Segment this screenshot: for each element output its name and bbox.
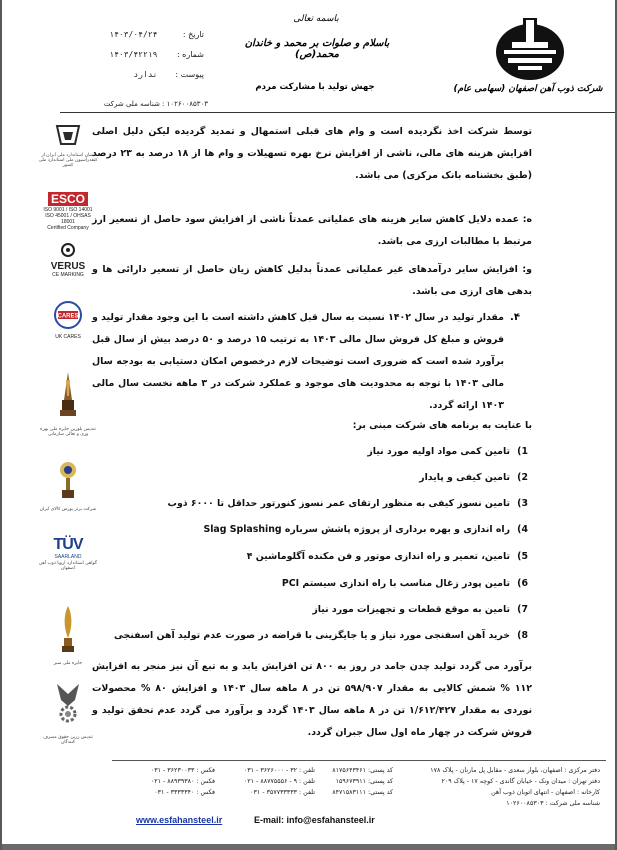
cares-label: CARES [57, 313, 79, 320]
iran-standard-logo: نشان استاندارد ملی ایران از کنفدراسیون ملی استاندارد ملی کشور [38, 122, 98, 168]
program-item: 7)تامین به موقع قطعات و تجهیزات مورد نیاز [312, 604, 528, 615]
tuv-saarland-logo: TÜV SAARLAND گواهی استاندارد اروپا ذوب آهن اصفهان [38, 536, 98, 571]
cares-logo: CARES UK CARES [38, 300, 98, 340]
conclusion-paragraph: برآورد می گردد تولید چدن جامد در روز به ۸۰۰ تن افزایش یابد و به تبع آن نیز منجر به افزایش ۱۱۲ % شمش کالایی به مقدار ۵۹۸/۹۰۷ تن در ۸ ماهه سال ۱۴۰۳ و افزایش ۸۰ % محصولات نوردی به مقدار ۱/۶۱۲/۴۲۷ تن در ۸ ماهه سال ۱۴۰۳ گردد و برآورد می گردد عدم تحقق تولید و فروش شرکت در چهار ماه اول سال جبران گردد. [92, 661, 532, 738]
slogan: جهش تولید با مشارکت مردم [255, 82, 375, 92]
header-divider [60, 112, 615, 113]
program-item: 2)تامین کیفی و پایدار [419, 472, 528, 483]
program-item: 1)تامین کمی مواد اولیه مورد نیاز [367, 446, 528, 457]
footer-postal-codes: کد پستی: ۸۱۷۵۶۴۳۴۶۱ کد پستی: ۱۵۹۶۷۳۹۱۱ کد پستی: ۸۴۷۱۵۸۳۱۱۱ [332, 767, 393, 796]
paragraph-e: ه: عمده دلایل کاهش سایر هزینه های عملیاتی عمدتاً ناشی از افزایش سود حاصل از تسعیر ارز مرتبط با مطالبات ارزی می باشد. [92, 214, 532, 247]
attachment-label: پیوست : [175, 70, 204, 79]
attachment-row [74, 70, 204, 79]
date-label: تاریخ : [182, 30, 204, 39]
program-item: 3)تامین نسوز کیفی به منظور ارتقای عمر نسوز کنورتور حداقل تا ۶۰۰۰ ذوب [167, 498, 528, 509]
number-row [74, 50, 204, 59]
paragraph-4: مقدار تولید در سال ۱۴۰۲ نسبت به سال قبل کاهش داشته است با این وجود مقدار تولید و فروش و مبلغ کل فروش سال مالی ۱۴۰۳ به ترتیب ۱۵ درصد و ۵۰ درصد بیش از سال قبل برآورد شده است که ضروری است توضیحات لازم درخصوص امکان دستیابی به بودجه سال مالی ۱۴۰۳ با توجه به محدودیت های موجود و عملکرد شرکت در ۳ ماهه نخست سال مالی ۱۴۰۳ ارائه گردد. [92, 312, 504, 411]
bismillah: باسمه تعالی [293, 14, 339, 24]
footer-national-id: شناسه ملی شرکت : ۱۰۲۶۰۰۸۵۳۰۳ [506, 800, 600, 807]
verus-ce-logo: VERUS CE MARKING [38, 242, 98, 278]
footer-office-3: کارخانه : اصفهان - انتهای اتوبان ذوب آهن [491, 789, 600, 796]
footer-faxes: فکس : ۳۶۲۳۰۰۳۳ - ۰۳۱ فکس : ۸۸۹۳۹۳۸۰ - ۰۲۱ فکس : ۳۳۳۳۳۴۰ - ۰۳۱ [150, 767, 215, 796]
green-award-icon: جایزه ملی سبز [38, 604, 98, 666]
number-label: شماره : [176, 50, 204, 59]
letter-page [2, 0, 615, 850]
paragraph-1: توسط شرکت اخذ نگردیده است و وام های قبلی استمهال و تمدید گردیده لیکن دلیل اصلی افزایش هزینه های مالی، ناشی از افزایش نرخ بهره تسهیلات و وام ها از ۱۸ درصد به ۲۳ درصد (طبق بخشنامه بانک مرکزی) می باشد. [92, 126, 533, 181]
footer-office-2: دفتر تهران : میدان ونک - خیابان گاندی - کوچه ۱۷ - پلاک ۲۰۹ [441, 778, 600, 785]
footer-divider [112, 760, 606, 761]
esco-iso-logo: ESCO ISO 9001 / ISO 14001 ISO 45001 / OHSAS 18001 Certified Company [43, 192, 93, 231]
company-logo [480, 16, 580, 86]
crystal-award-icon: تندیس بلورین جایزه ملی بهره وری و تعالی سازمانی [38, 370, 98, 437]
company-name: شرکت ذوب آهن اصفهان (سهامی عام) [453, 84, 603, 94]
footer-addresses [430, 765, 600, 809]
program-item: 8)خرید آهن اسفنجی مورد نیاز و یا جایگزینی با قراضه در صورت عدم تولید آهن اسفنجی [114, 630, 528, 641]
consumer-rights-award-icon: تندیس زرین حقوق مصرف کنندگان [38, 680, 98, 745]
footer-phones: تلفن : ۳۲ - ۳۶۲۶۰۰۰ - ۰۳۱ تلفن : ۹ - ۸۸۷۷۵۵۵۶ - ۰۲۱ تلفن : ۳۵۷۷۳۳۳۳۳ - ۰۳۱ [243, 767, 315, 796]
programs-intro: با عنایت به برنامه های شرکت مبنی بر: [352, 420, 532, 431]
paragraph-v: و: افزایش سایر درآمدهای غیر عملیاتی عمدتاً بدلیل کاهش زیان حاصل از تسعیر دارائی ها و بدهی های ارزی می باشد. [92, 264, 532, 297]
footer-office-1: دفتر مرکزی : اصفهان، بلوار سعدی - مقابل پل مارنان - پلاک ۱۷۸ [430, 767, 600, 774]
paragraph-4-number: ۴. [510, 312, 520, 323]
program-item: 4)راه اندازی و بهره برداری از پروژه پاشش سرباره Slag Splashing [203, 524, 528, 535]
program-item: 5)تامین، تعمیر و راه اندازی موتور و فن مکنده آگلوماشین ۴ [246, 551, 528, 562]
attachment-value: ندارد [133, 70, 158, 79]
page-bottom-edge [2, 844, 615, 850]
program-item: 6)تامین پودر زغال مناسب با راه اندازی سیستم PCI [281, 578, 528, 589]
salawat: باسلام و صلوات بر محمد و خاندان محمد(ص) [244, 38, 390, 60]
number-value: ۱۴۰۳/۴۲۲۱۹ [109, 50, 158, 59]
email-address[interactable]: E-mail: info@esfahansteel.ir [254, 815, 375, 825]
website-link[interactable]: www.esfahansteel.ir [136, 815, 223, 825]
date-row [74, 30, 204, 39]
commodity-exchange-award-icon: شرکت برتر بورس کالای ایران [38, 458, 98, 512]
date-value: ۱۴۰۳/۰۴/۲۴ [109, 30, 158, 39]
national-id-header: ۱۰۲۶۰۰۸۵۳۰۳ : شناسه ملی شرکت [103, 100, 208, 108]
